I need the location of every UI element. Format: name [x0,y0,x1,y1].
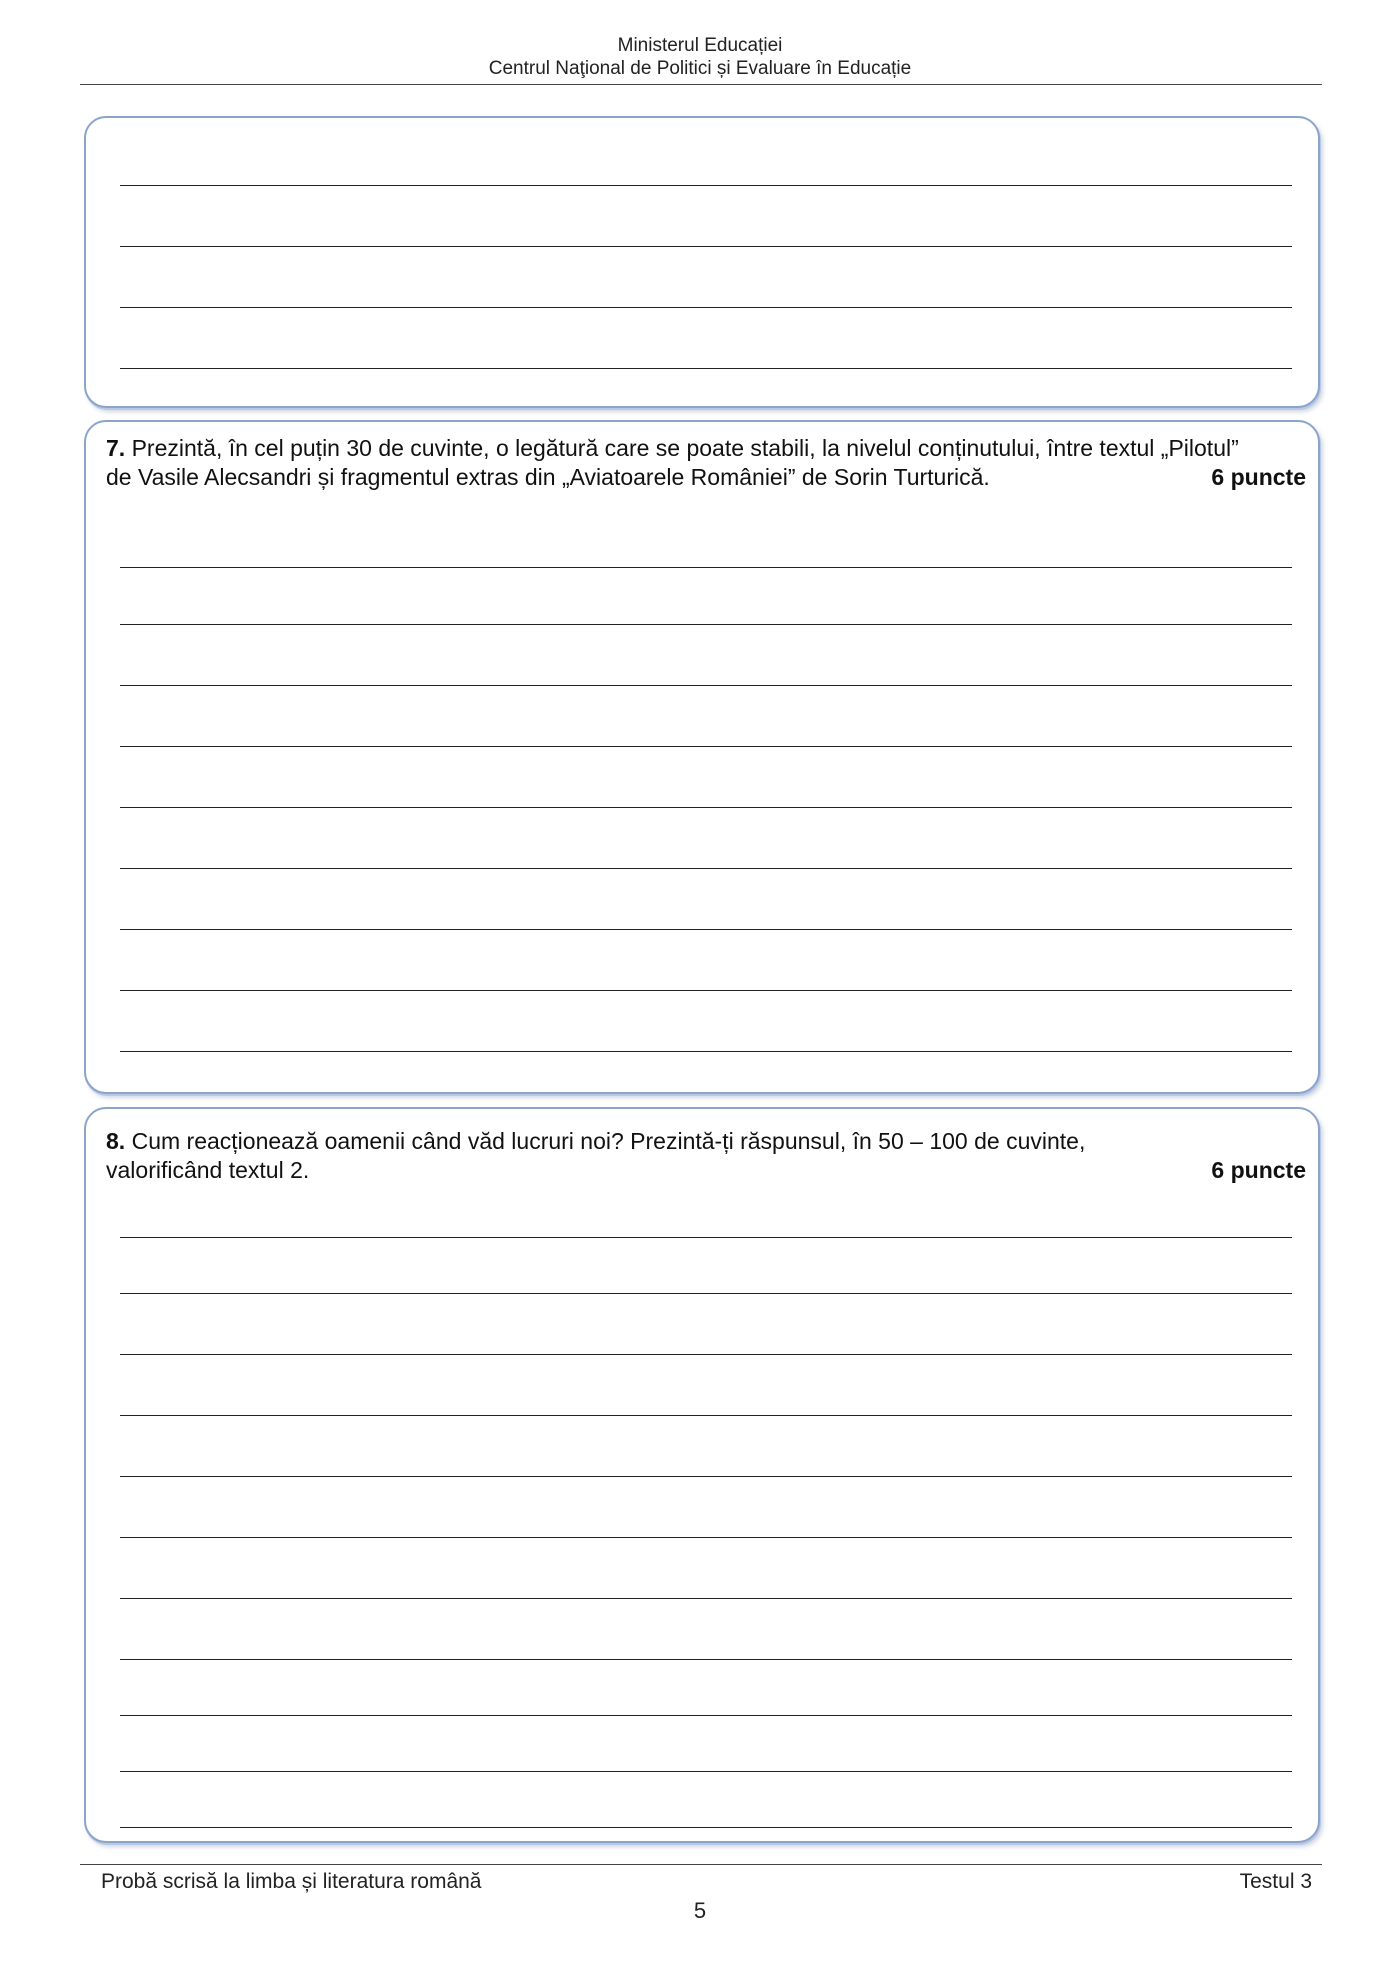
answer-line[interactable] [120,746,1292,747]
question-7-prompt [106,434,1306,492]
answer-line[interactable] [120,929,1292,930]
question-8-text-line1: Cum reacționează oamenii când văd lucruri noi? Prezintă-ți răspunsul, în 50 – 100 de cuvinte, [131,1128,1086,1154]
center-name: Centrul Naţional de Politici și Evaluare în Educație [488,58,912,79]
answer-box-continued [84,116,1320,408]
question-7-box [84,420,1320,1094]
answer-line[interactable] [120,807,1292,808]
footer-divider [80,1864,1322,1865]
page-number: 5 [693,1898,707,1923]
answer-line[interactable] [120,567,1292,568]
question-7-points: 6 puncte [1211,464,1306,490]
test-number: Testul 3 [1239,1870,1312,1893]
question-7-number: 7. [106,435,126,461]
answer-line[interactable] [120,1827,1292,1828]
answer-line[interactable] [120,246,1292,247]
page-header [0,34,1400,80]
question-8-prompt [106,1127,1306,1185]
answer-line[interactable] [120,1659,1292,1660]
answer-line[interactable] [120,1771,1292,1772]
answer-line[interactable] [120,368,1292,369]
answer-line[interactable] [120,1415,1292,1416]
question-8-box [84,1107,1320,1843]
answer-line[interactable] [120,1237,1292,1238]
question-7-text-line2: de Vasile Alecsandri și fragmentul extras din „Aviatoarele României” de Sorin Turturică. [106,464,990,490]
answer-line[interactable] [120,1354,1292,1355]
answer-line[interactable] [120,185,1292,186]
question-8-text-line2: valorificând textul 2. [106,1157,310,1183]
answer-line[interactable] [120,685,1292,686]
header-divider [80,84,1322,85]
answer-line[interactable] [120,307,1292,308]
answer-line[interactable] [120,624,1292,625]
ministry-name: Ministerul Educației [617,35,783,56]
answer-line[interactable] [120,1051,1292,1052]
answer-line[interactable] [120,1598,1292,1599]
exam-subject: Probă scrisă la limba și literatura română [101,1870,482,1893]
answer-line[interactable] [120,1715,1292,1716]
answer-line[interactable] [120,990,1292,991]
question-8-points: 6 puncte [1211,1157,1306,1183]
answer-line[interactable] [120,868,1292,869]
question-8-number: 8. [106,1128,126,1154]
answer-line[interactable] [120,1537,1292,1538]
question-7-text-line1: Prezintă, în cel puțin 30 de cuvinte, o legătură care se poate stabili, la nivelul conținutului, între textul „Pilotul” [131,435,1239,461]
answer-line[interactable] [120,1293,1292,1294]
answer-line[interactable] [120,1476,1292,1477]
